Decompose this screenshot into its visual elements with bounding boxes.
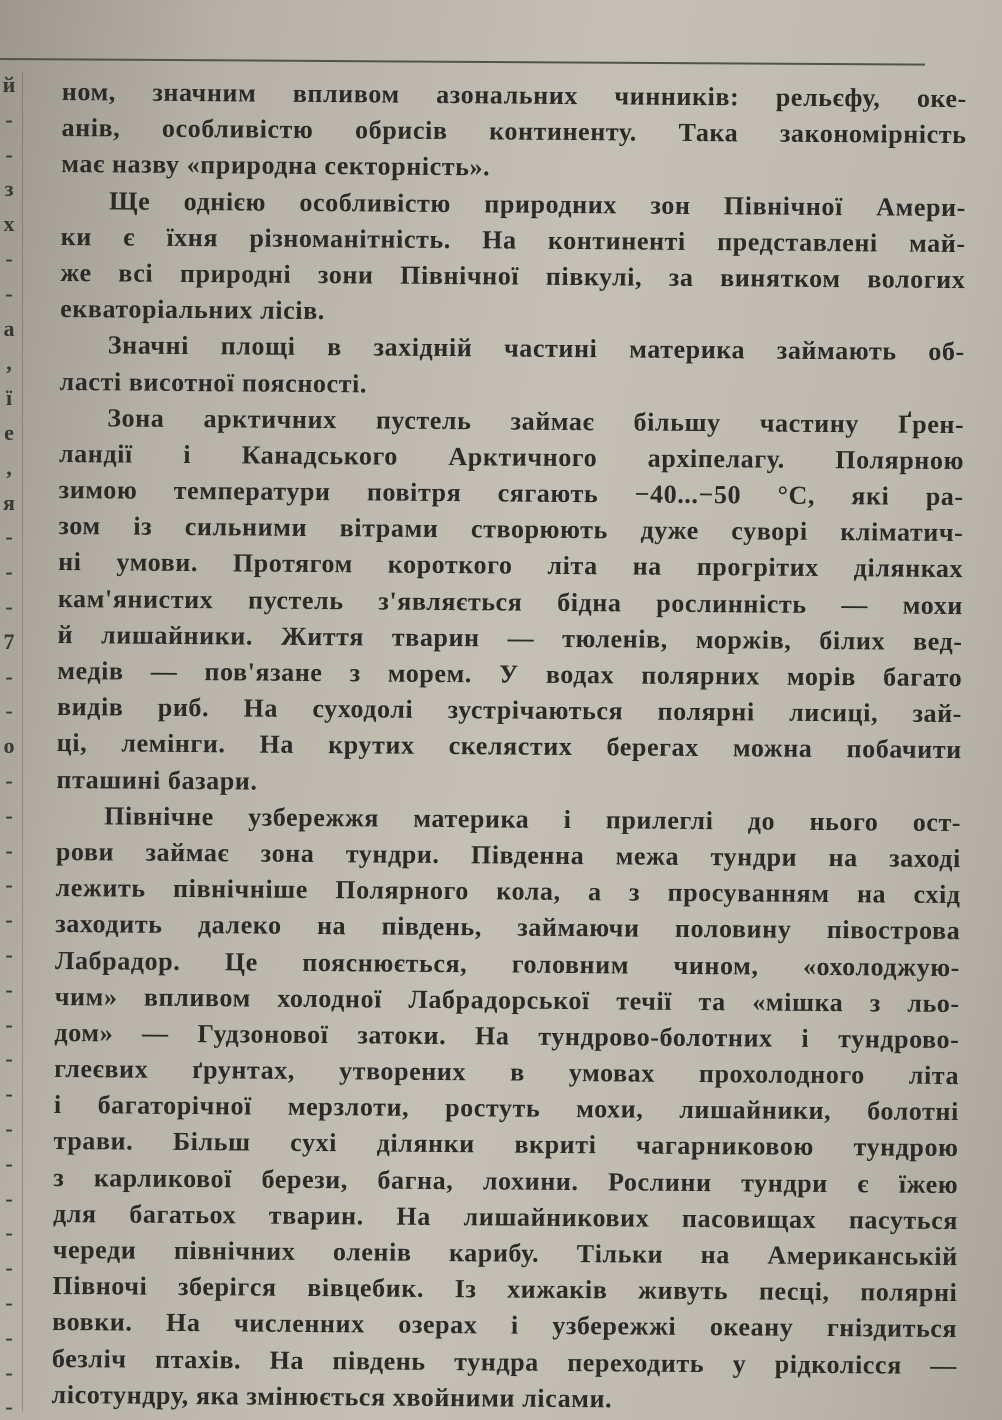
text-line: для багатьох тварин. На лишайникових пасовищах пасуться bbox=[52, 1198, 959, 1235]
margin-char: е bbox=[4, 420, 14, 445]
margin-char: - bbox=[5, 1290, 13, 1315]
margin-char: о bbox=[3, 733, 15, 759]
margin-char: х bbox=[3, 211, 15, 237]
margin-char: - bbox=[5, 698, 13, 724]
text-line: вовки. На численних озерах і узбережжі океану гніздиться bbox=[52, 1307, 958, 1344]
text-line: анів, особливістю обрисів континенту. Така закономірність bbox=[61, 113, 967, 150]
text-line: Зона арктичних пустель займає більшу частину Ґрен- bbox=[107, 403, 965, 439]
left-page-edge bbox=[0, 72, 23, 1420]
margin-char: - bbox=[5, 1359, 13, 1385]
margin-char: - bbox=[5, 141, 13, 167]
text-line: Північне узбережжя материка і прилеглі до нього ост- bbox=[104, 801, 962, 837]
margin-char: а bbox=[3, 315, 15, 341]
text-line: Півночі зберігся вівцебик. Із хижаків живуть песці, полярні bbox=[52, 1271, 958, 1308]
text-line: й лишайники. Життя тварин — тюленів, моржів, білих вед- bbox=[57, 619, 963, 656]
text-line: ласті висотної поясності. bbox=[59, 366, 368, 398]
margin-char: - bbox=[5, 594, 13, 619]
margin-char: - bbox=[5, 976, 13, 1002]
text-line: лежить північніше Полярного кола, а з просуванням на схід bbox=[55, 873, 961, 910]
text-line: лісотундру, яка змінюється хвойними лісами. bbox=[51, 1379, 613, 1414]
margin-char: й bbox=[2, 72, 16, 97]
text-line: дом» — Гудзонової затоки. На тундрово-болотних і тундрово- bbox=[54, 1017, 960, 1054]
text-line: Ще однією особливістю природних зон Північної Амери- bbox=[108, 185, 967, 222]
text-line: екваторіальних лісів. bbox=[60, 294, 326, 326]
text-line: чим» впливом холодної Лабрадорської течії та «мішка з льо- bbox=[54, 981, 960, 1018]
margin-char: - bbox=[5, 1394, 13, 1420]
text-line: зимою температури повітря сягають −40...−50 °С, які ра- bbox=[58, 475, 964, 512]
text-line: медів — пов'язане з морем. У водах полярних морів багато bbox=[57, 655, 963, 693]
text-line: Значні площі в західній частині материка займають об- bbox=[107, 330, 965, 367]
margin-char: - bbox=[5, 942, 13, 967]
margin-char: - bbox=[5, 106, 13, 132]
margin-char: - bbox=[5, 872, 13, 898]
margin-char: - bbox=[5, 1081, 13, 1107]
text-line: заходить далеко на південь, займаючи половину півострова bbox=[55, 909, 961, 946]
text-line: ландії і Канадського Арктичного архіпелагу. Полярною bbox=[58, 438, 965, 475]
text-line: череди північних оленів карибу. Тільки на Американській bbox=[52, 1234, 958, 1272]
margin-char: - bbox=[5, 1011, 13, 1037]
text-line: безліч птахів. На південь тундра переходить у рідколісся — bbox=[51, 1343, 958, 1380]
margin-char: - bbox=[5, 524, 13, 550]
margin-char: з bbox=[4, 176, 14, 202]
margin-char: 7 bbox=[3, 628, 15, 654]
text-line: і багаторічної мерзлоти, ростуть мохи, лишайники, болотні bbox=[53, 1090, 959, 1127]
text-line: глеєвих ґрунтах, утворених в умовах прохолодного літа bbox=[54, 1054, 960, 1091]
text-line: ці, лемінги. На крутих скелястих берегах можна побачити bbox=[56, 728, 962, 765]
text-line: кам'янистих пустель з'являється бідна рослинність — мохи bbox=[57, 583, 963, 620]
margin-char: я bbox=[3, 489, 15, 515]
margin-char: - bbox=[5, 768, 13, 793]
margin-char: - bbox=[5, 907, 13, 933]
margin-char: - bbox=[5, 280, 13, 306]
margin-char: - bbox=[5, 559, 13, 585]
text-line: пташині базари. bbox=[56, 764, 258, 796]
margin-char: - bbox=[5, 663, 13, 689]
text-line: трави. Більш сухі ділянки вкриті чагарниковою тундрою bbox=[53, 1126, 959, 1163]
margin-char: - bbox=[5, 246, 13, 271]
text-line: має назву «природна секторність». bbox=[61, 149, 491, 182]
margin-char: - bbox=[5, 1046, 13, 1072]
margin-char: - bbox=[5, 837, 13, 863]
header-rule bbox=[0, 58, 925, 66]
text-line: ні умови. Протягом короткого літа на прогрітих ділянках bbox=[58, 547, 964, 584]
body-text bbox=[51, 74, 966, 1420]
margin-char: , bbox=[6, 454, 12, 480]
margin-char: - bbox=[5, 1150, 13, 1176]
margin-char: - bbox=[5, 1324, 13, 1350]
margin-char: ї bbox=[5, 385, 13, 411]
margin-char: - bbox=[5, 1116, 13, 1141]
text-line: Лабрадор. Це пояснюється, головним чином, «охолоджую- bbox=[54, 945, 961, 982]
text-line: же всі природні зони Північної півкулі, за винятком вологих bbox=[60, 257, 966, 295]
margin-char: - bbox=[5, 1255, 13, 1281]
text-line: з карликової берези, багна, лохини. Рослини тундри є їжею bbox=[53, 1162, 959, 1199]
margin-char: , bbox=[6, 350, 12, 376]
margin-char: - bbox=[5, 1220, 13, 1246]
text-line: зом із сильними вітрами створюють дуже суворі кліматич- bbox=[58, 511, 964, 548]
text-line: ном, значним впливом азональних чинників: рельєфу, оке- bbox=[61, 76, 967, 114]
text-line: рови займає зона тундри. Південна межа тундри на заході bbox=[55, 836, 961, 874]
text-line: ки є їхня різноманітність. На континенті представлені май- bbox=[60, 221, 966, 258]
margin-char: - bbox=[5, 1185, 13, 1211]
margin-char: - bbox=[5, 802, 13, 828]
text-line: видів риб. На суходолі зустрічаються полярні лисиці, зай- bbox=[56, 692, 963, 729]
